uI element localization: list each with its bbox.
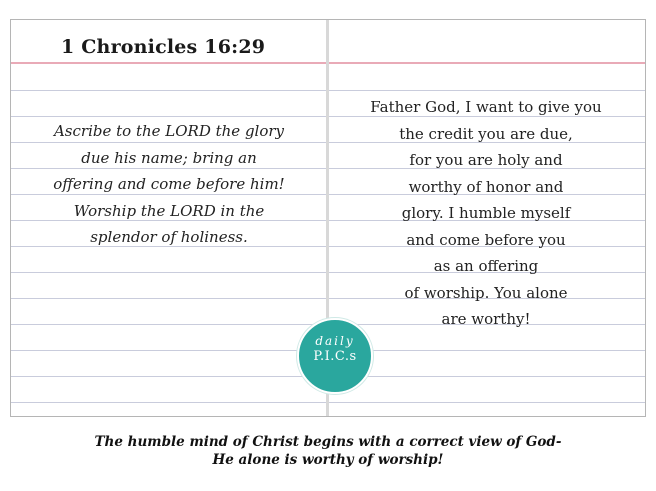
prayer-line: for you are holy and [409,151,563,169]
prayer-line: of worship. You alone [404,283,568,302]
prayer-text [337,94,635,333]
prayer-line: as an offering [433,257,539,275]
prayer-line: worthy of honor and [408,177,564,196]
caption-line-2: He alone is worthy of worship! [212,452,444,468]
caption-line-1: The humble mind of Christ begins with a correct view of God- [94,434,562,450]
logo-main-text: P.I.C.s [313,349,357,364]
verse-line: Worship the LORD in the [73,201,265,220]
verse-line: splendor of holiness. [90,228,248,246]
caption [0,433,656,469]
logo-script-text: daily [315,334,355,348]
prayer-line: are worthy! [441,310,531,328]
verse-text [25,118,313,251]
notecard [10,19,646,417]
daily-pics-logo [297,318,373,394]
prayer-line: and come before you [406,230,566,249]
verse-line: Ascribe to the LORD the glory [53,122,285,140]
scripture-reference: 1 Chronicles 16:29 [61,36,266,58]
prayer-line: Father God, I want to give you [370,98,602,116]
prayer-line: the credit you are due, [399,124,573,143]
verse-line: offering and come before him! [53,175,285,193]
prayer-line: glory. I humble myself [401,204,571,222]
verse-line: due his name; bring an [81,148,257,167]
